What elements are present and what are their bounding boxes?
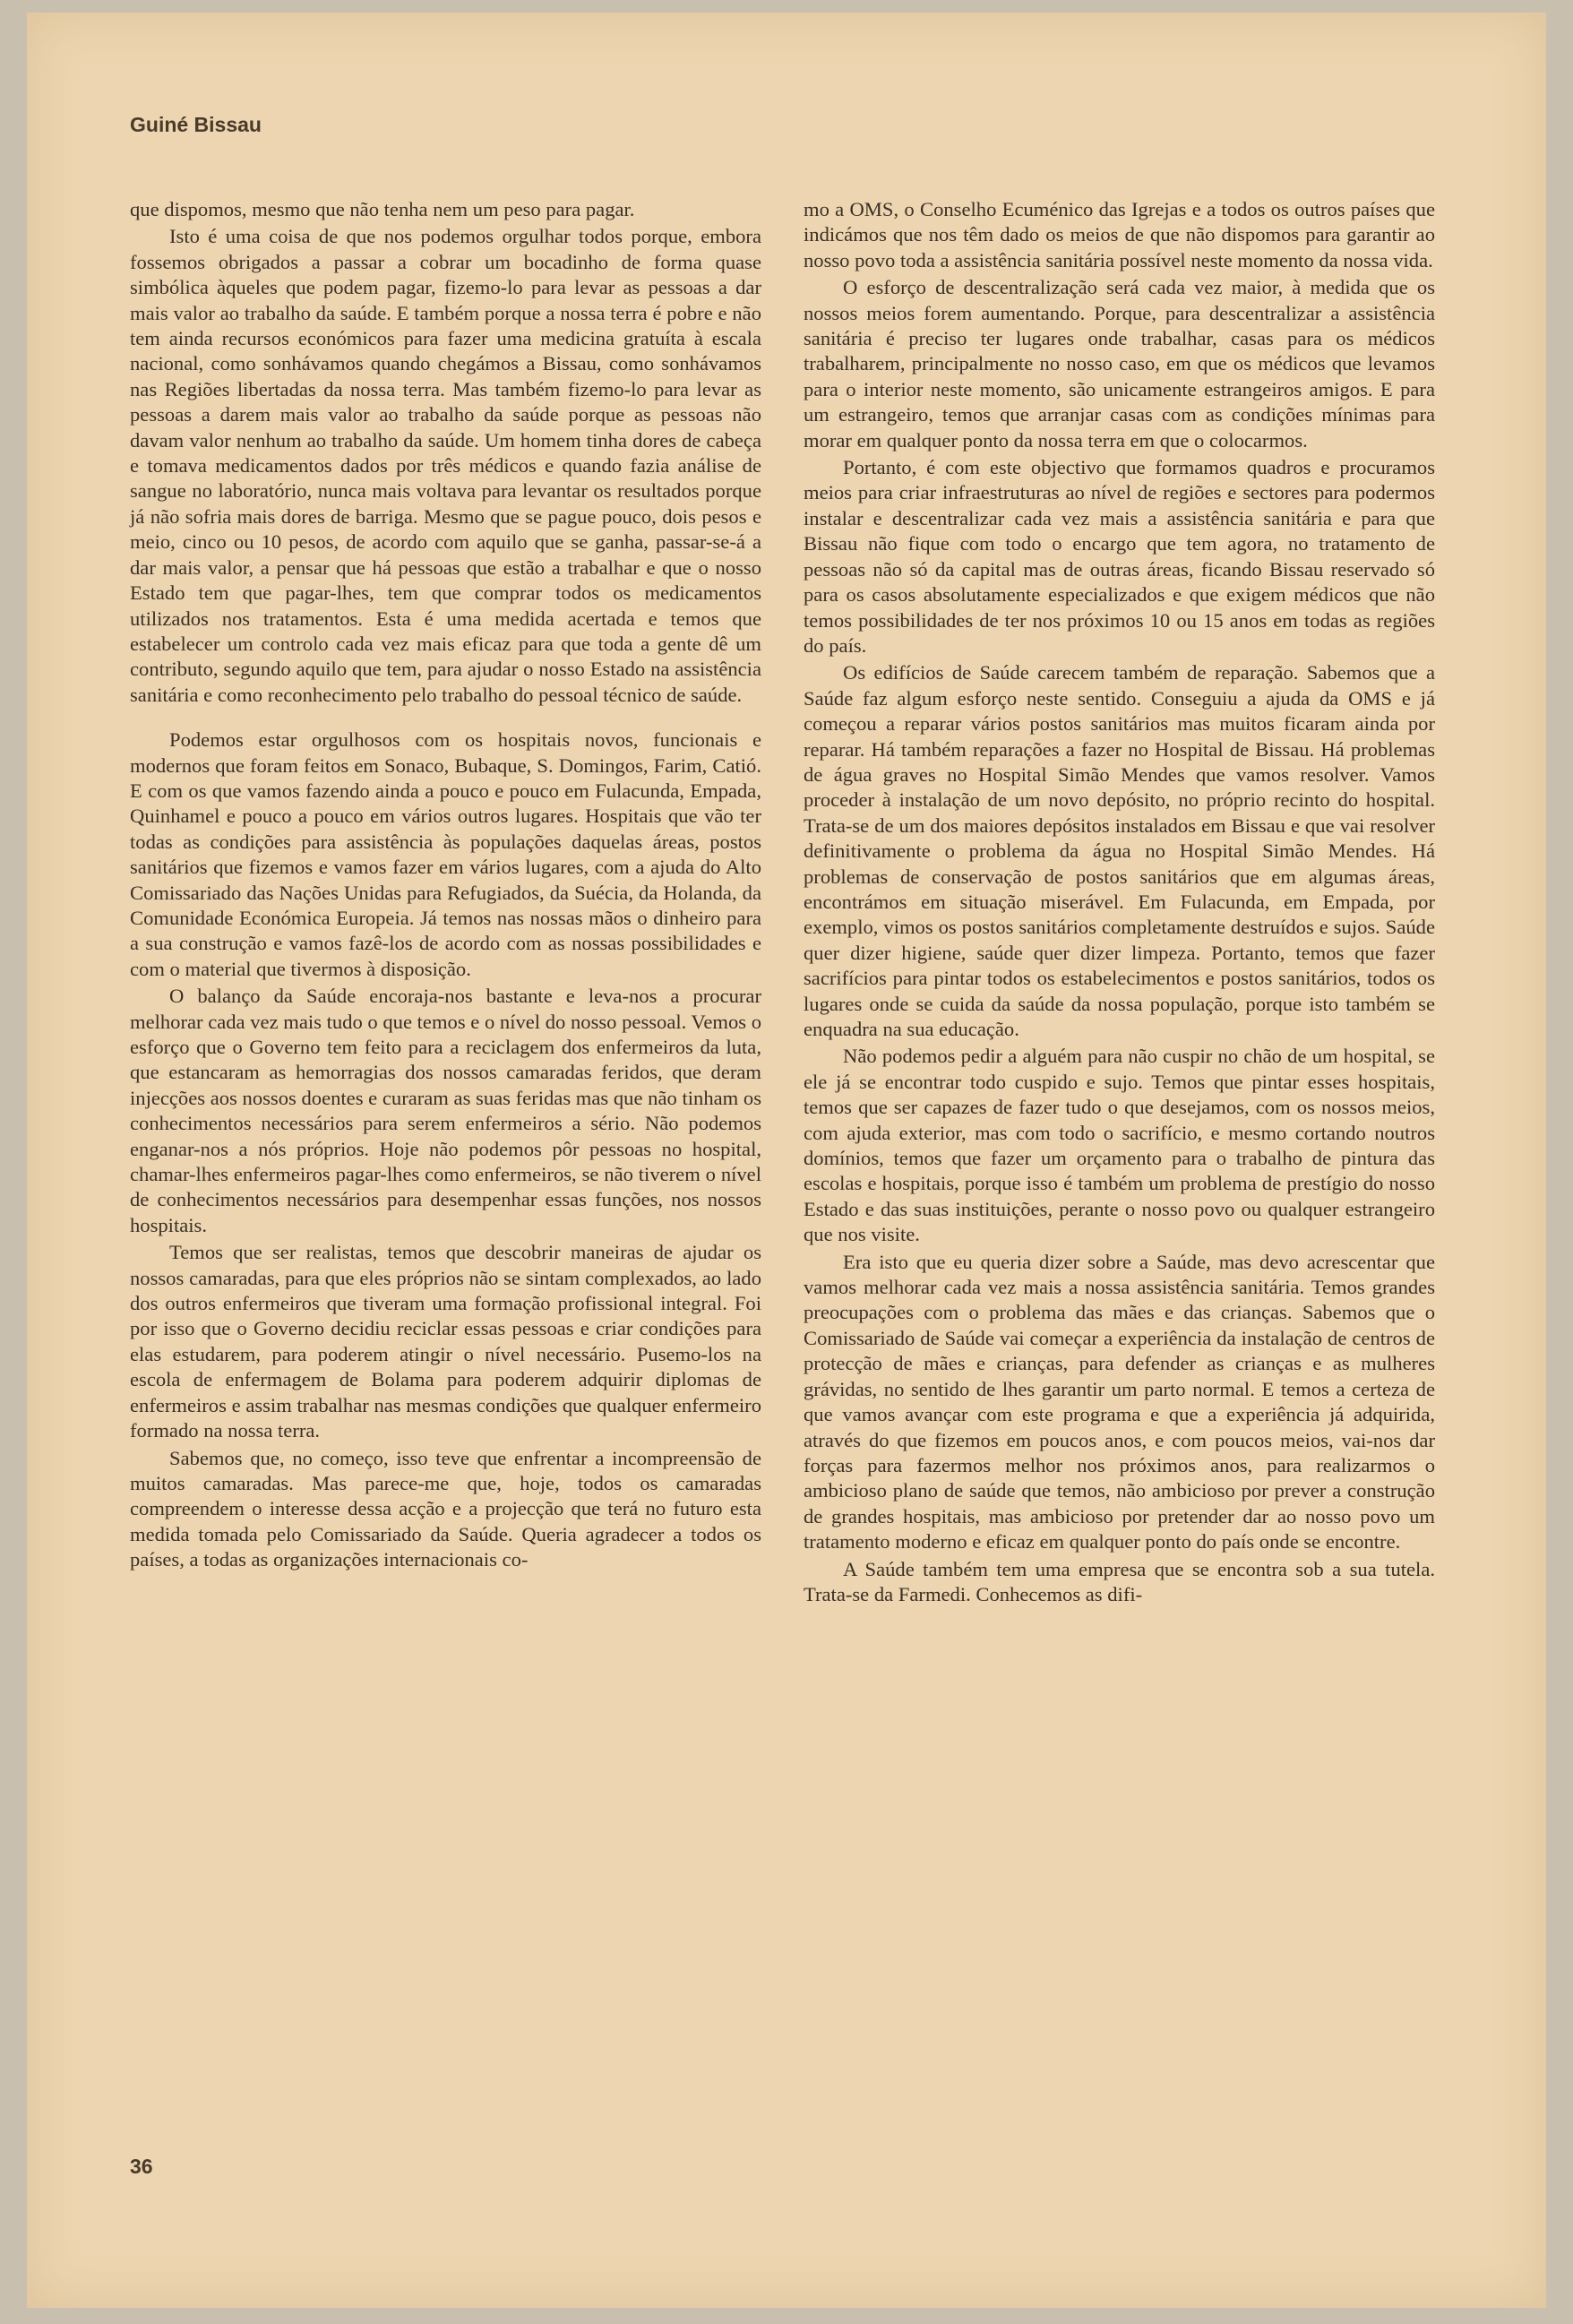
paragraph: Não podemos pedir a alguém para não cuspir no chão de um hospital, se ele já se encontrar todo cuspido e sujo. Temos que pintar esses hospitais, temos que ser capazes de fazer tudo o que desejamos, com os nossos meios, com ajuda exterior, mas com todo o sacrifício, e mesmo cortando noutros domínios, temos que fazer um orçamento para o trabalho de pintura das escolas e hospitais, porque isso é também um problema de prestígio do nosso Estado e das suas instituições, perante o nosso povo ou qualquer estrangeiro que nos visite. (804, 1045, 1435, 1246)
page-number: 36 (130, 2155, 153, 2178)
paragraph: O balanço da Saúde encoraja-nos bastante e leva-nos a procurar melhorar cada vez mais tudo o que temos e o nível do nosso pessoal. Vemos o esforço que o Governo tem feito para a reciclagem dos enfermeiros da luta, que estancaram as hemorragias dos nossos camaradas feridos, que deram injecções aos nossos doentes e curaram as suas feridas mas que não tinham os conhecimentos necessários para serem enfermeiros a sério. Não podemos enganar-nos a nós próprios. Hoje não podemos pôr pessoas no hospital, chamar-lhes enfermeiros pagar-lhes como enfermeiros, se não tiverem o nível de conhecimentos necessários para desempenhar essas funções, nos nossos hospitais. (130, 985, 761, 1236)
running-header: Guiné Bissau (130, 113, 262, 136)
paragraph: Temos que ser realistas, temos que descobrir maneiras de ajudar os nossos camaradas, para que eles próprios não se sintam complexados, ao lado dos outros enfermeiros que tiveram uma formação profissional integral. Foi por isso que o Governo decidiu reciclar essas pessoas e criar condições para elas estudarem, para poderem atingir o nível necessário. Pusemo-los na escola de enfermagem de Bolama para poderem adquirir diplomas de enfermeiros e assim trabalhar nas mesmas condições que qualquer enfermeiro formado na nossa terra. (130, 1241, 761, 1442)
right-column (804, 197, 1435, 1607)
paragraph: mo a OMS, o Conselho Ecuménico das Igrejas e a todos os outros países que indicámos que nos têm dado os meios de que não dispomos para garantir ao nosso povo toda a assistência sanitária possível neste momento da nossa vida. (804, 198, 1435, 271)
paragraph: Podemos estar orgulhosos com os hospitais novos, funcionais e modernos que foram feitos em Sonaco, Bubaque, S. Domingos, Farim, Catió. E com os que vamos fazendo ainda a pouco e pouco em Fulacunda, Empada, Quinhamel e pouco a pouco em vários outros lugares. Hospitais que vão ter todas as condições para assistência às populações daquelas áreas, postos sanitários que fizemos e vamos fazer em vários lugares, com a ajuda do Alto Comissariado das Nações Unidas para Refugiados, da Suécia, da Holanda, da Comunidade Económica Europeia. Já temos nas nossas mãos o dinheiro para a sua construção e vamos fazê-los de acordo com as nossas possibilidades e com o material que tivermos à disposição. (130, 728, 761, 980)
paragraph: Era isto que eu queria dizer sobre a Saúde, mas devo acrescentar que vamos melhorar cada vez mais a nossa assistência sanitária. Temos grandes preocupações com o problema das mães e das crianças. Sabemos que o Comissariado de Saúde vai começar a experiência da instalação de centros de protecção de mães e crianças, para defender as crianças e as mulheres grávidas, no sentido de lhes garantir um parto normal. E temos a certeza de que vamos avançar com este programa e que a experiência já adquirida, através do que fizemos em poucos anos, e com poucos meios, vai-nos dar forças para fazermos melhor nos próximos anos, para realizarmos o ambicioso plano de saúde que temos, não ambicioso por prever a construção de grandes hospitais, mas ambicioso por pretender dar ao nosso povo um tratamento moderno e eficaz em qualquer ponto do país onde se encontre. (804, 1250, 1435, 1554)
paragraph: Portanto, é com este objectivo que formamos quadros e procuramos meios para criar infraestruturas ao nível de regiões e sectores para podermos instalar e descentralizar cada vez mais a assistência sanitária e para que Bissau não fique com todo o encargo que tem agora, no tratamento de pessoas não só da capital mas de outras áreas, ficando Bissau reservado só para os casos absolutamente especializados e que exigem médicos que não temos possibilidades de ter nos próximos 10 ou 15 anos em todas as regiões do país. (804, 456, 1435, 657)
document-page (27, 13, 1546, 2308)
paragraph: Isto é uma coisa de que nos podemos orgulhar todos porque, embora fossemos obrigados a passar a cobrar um bocadinho de forma quase simbólica àqueles que podem pagar, fizemo-lo para levar as pessoas a dar mais valor ao trabalho da saúde. E também porque a nossa terra é pobre e não tem ainda recursos económicos para fazer uma medicina gratuíta à escala nacional, como sonhávamos quando chegámos a Bissau, como sonhávamos nas Regiões libertadas da nossa terra. Mas também fizemo-lo para levar as pessoas a darem mais valor ao trabalho da saúde porque as pessoas não davam valor nenhum ao trabalho da saúde. Um homem tinha dores de cabeça e tomava medicamentos dados por três médicos e quando fazia análise de sangue no laboratório, nunca mais voltava para levantar os resultados porque já não sofria mais dores de barriga. Mesmo que se pague pouco, dois pesos e meio, cinco ou 10 pesos, de acordo com aquilo que se ganha, passar-se-á a dar mais valor, a pensar que há pessoas que estão a trabalhar e que o nosso Estado tem que pagar-lhes, tem que comprar todos os medicamentos utilizados nos tratamentos. Esta é uma medida acertada e temos que estabelecer um controlo cada vez mais eficaz para que toda a gente dê um contributo, segundo aquilo que tem, para ajudar o nosso Estado na assistência sanitária e como reconhecimento pelo trabalho do pessoal técnico de saúde. (130, 225, 761, 706)
paragraph: que dispomos, mesmo que não tenha nem um peso para pagar. (130, 198, 635, 220)
paragraph: O esforço de descentralização será cada vez maior, à medida que os nossos meios forem aumentando. Porque, para descentralizar a assistência sanitária é preciso ter lugares onde trabalhar, casas para os médicos trabalharem, principalmente no nosso caso, em que os médicos que levamos para o interior neste momento, são unicamente estrangeiros amigos. E para um estrangeiro, temos que arranjar casas com as condições mínimas para morar em qualquer ponto da nossa terra em que o colocarmos. (804, 276, 1435, 452)
left-column (130, 197, 761, 1573)
paragraph: Sabemos que, no começo, isso teve que enfrentar a incompreensão de muitos camaradas. Mas parece-me que, hoje, todos os camaradas compreendem o interesse dessa acção e a projecção que terá no futuro esta medida tomada pelo Comissariado da Saúde. Queria agradecer a todos os países, a todas as organizações internacionais co- (130, 1446, 761, 1571)
paragraph: Os edifícios de Saúde carecem também de reparação. Sabemos que a Saúde faz algum esforço neste sentido. Conseguiu a ajuda da OMS e já começou a reparar vários postos sanitários mas muitos ficaram ainda por reparar. Há também reparações a fazer no Hospital de Bissau. Há problemas de água graves no Hospital Simão Mendes que vamos resolver. Vamos proceder à instalação de um novo depósito, no próprio recinto do hospital. Trata-se de um dos maiores depósitos instalados em Bissau e que vai resolver definitivamente o problema da água no Hospital Simão Mendes. Há problemas de conservação de postos sanitários que em algumas áreas, encontrámos em situação miserável. Em Fulacunda, em Empada, por exemplo, vimos os postos sanitários completamente destruídos e sujos. Saúde quer dizer higiene, saúde quer dizer limpeza. Portanto, temos que fazer sacrifícios para pintar todos os estabelecimentos e postos sanitários, todos os lugares onde se cuida da saúde da nossa população, porque isto também se enquadra na sua educação. (804, 661, 1435, 1040)
paragraph: A Saúde também tem uma empresa que se encontra sob a sua tutela. Trata-se da Farmedi. Conhecemos as difi- (804, 1557, 1435, 1605)
